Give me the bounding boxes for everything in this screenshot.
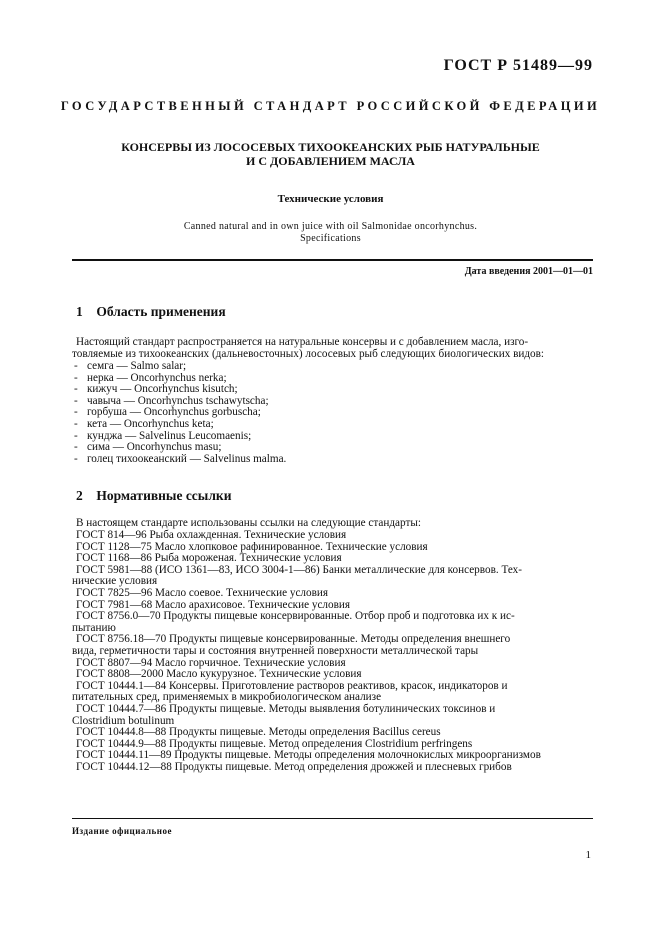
header-divider [72, 259, 593, 261]
section2-intro: В настоящем стандарте использованы ссылки на следующие стандарты: [76, 517, 421, 529]
reference-item: ГОСТ 10444.7—86 Продукты пищевые. Методы выявления ботулинических токсинов и [76, 702, 496, 715]
reference-item: ГОСТ 8807—94 Масло горчичное. Технические условия [76, 656, 346, 669]
list-item: - кета — Oncorhynchus keta; [74, 417, 214, 430]
document-subtitle: Технические условия [277, 193, 384, 205]
intro-date: Дата введения 2001—01—01 [464, 266, 593, 277]
reference-item: ГОСТ 8808—2000 Масло кукурузное. Технические условия [76, 668, 362, 681]
list-item: - кижуч — Oncorhynchus kisutch; [74, 383, 238, 396]
list-item: - горбуша — Oncorhynchus gorbuscha; [74, 406, 261, 419]
english-title-line2: Specifications [300, 233, 361, 244]
section2-title: Нормативные ссылки [96, 488, 232, 503]
section1-title: Область применения [96, 304, 226, 319]
list-item: - чавыча — Oncorhynchus tschawytscha; [74, 394, 269, 407]
reference-item-continuation: питательных сред, применяемых в микробиологическом анализе [72, 691, 382, 704]
reference-item: ГОСТ 5981—88 (ИСО 1361—83, ИСО 3004-1—86) Банки металлические для консервов. Тех- [76, 563, 522, 576]
edition-label: Издание официальное [72, 826, 172, 836]
reference-item-continuation: вида, герметичности тары и состояния внутренней поверхности металлической тары [72, 644, 479, 657]
list-item: - сима — Oncorhynchus masu; [74, 441, 222, 454]
english-title-line1: Canned natural and in own juice with oil Salmonidae oncorhynchus. [183, 221, 478, 232]
section1-intro-line2: товляемые из тихоокеанских (дальневосточных) лососевых рыб следующих биологических видов: [72, 347, 545, 360]
reference-item: ГОСТ 1128—75 Масло хлопковое рафинированное. Технические условия [76, 540, 428, 553]
section1-number: 1 [76, 304, 83, 319]
page-number: 1 [585, 849, 591, 861]
section1-intro-line1: Настоящий стандарт распространяется на натуральные консервы и с добавлением масла, изго- [76, 336, 529, 348]
section1-heading [76, 304, 226, 320]
reference-item: ГОСТ 814—96 Рыба охлажденная. Технические условия [76, 529, 347, 541]
document-title-line2: И С ДОБАВЛЕНИЕМ МАСЛА [246, 154, 415, 168]
species-list [74, 361, 286, 465]
list-item: - голец тихоокеанский — Salvelinus malma. [74, 452, 287, 465]
document-title-line1: КОНСЕРВЫ ИЗ ЛОСОСЕВЫХ ТИХООКЕАНСКИХ РЫБ НАТУРАЛЬНЫЕ [121, 140, 540, 154]
reference-item-continuation: пытанию [72, 621, 116, 634]
section2-heading [76, 488, 231, 504]
reference-item: ГОСТ 10444.11—89 Продукты пищевые. Методы определения молочнокислых микроорганизмов [76, 749, 541, 762]
list-item: - семга — Salmo salar; [74, 360, 187, 372]
reference-item-continuation: нические условия [72, 575, 158, 588]
reference-item: ГОСТ 10444.1—84 Консервы. Приготовление растворов реактивов, красок, индикаторов и [76, 679, 508, 692]
document-title [60, 140, 601, 168]
reference-item-continuation: Clostridium botulinum [72, 714, 175, 727]
reference-item: ГОСТ 10444.12—88 Продукты пищевые. Метод определения дрожжей и плесневых грибов [76, 760, 512, 773]
reference-list [72, 530, 589, 773]
reference-item: ГОСТ 10444.8—88 Продукты пищевые. Методы определения Bacillus cereus [76, 726, 441, 739]
reference-item: ГОСТ 7981—68 Масло арахисовое. Технические условия [76, 598, 351, 611]
section1-intro [72, 337, 589, 360]
gost-number: ГОСТ Р 51489—99 [443, 57, 593, 74]
state-standard-heading: ГОСУДАРСТВЕННЫЙ СТАНДАРТ РОССИЙСКОЙ ФЕДЕРАЦИИ [60, 99, 601, 113]
footer-divider [72, 818, 593, 819]
reference-item: ГОСТ 7825—96 Масло соевое. Технические условия [76, 586, 329, 599]
section2-number: 2 [76, 488, 83, 503]
reference-item: ГОСТ 1168—86 Рыба мороженая. Технические условия [76, 552, 342, 565]
reference-item: ГОСТ 8756.18—70 Продукты пищевые консервированные. Методы определения внешнего [76, 633, 511, 646]
reference-item: ГОСТ 10444.9—88 Продукты пищевые. Метод определения Clostridium perfringens [76, 737, 473, 750]
reference-item: ГОСТ 8756.0—70 Продукты пищевые консервированные. Отбор проб и подготовка их к ис- [76, 610, 515, 623]
list-item: - кунджа — Salvelinus Leucomaenis; [74, 429, 252, 442]
list-item: - нерка — Oncorhynchus nerka; [74, 371, 227, 384]
english-title [40, 221, 621, 245]
